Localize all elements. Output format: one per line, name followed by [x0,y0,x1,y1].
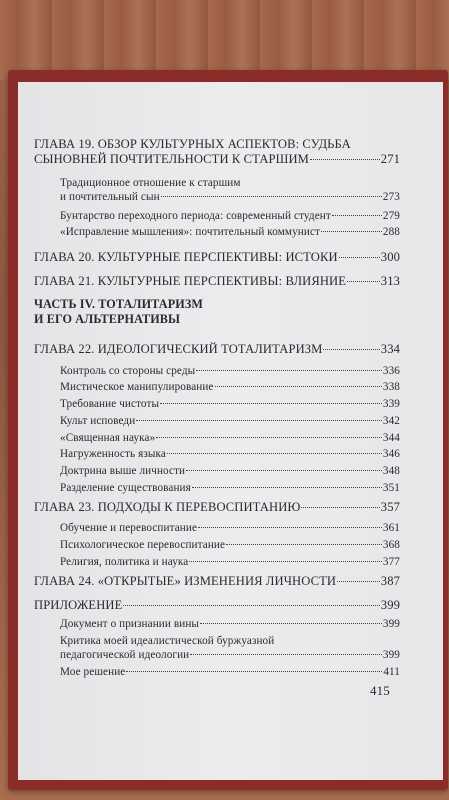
toc-entry-demand-purity [60,397,400,411]
toc-page-number: 273 [382,191,400,203]
toc-page-number: 336 [382,365,400,377]
toc-entry-title: «Исправление мышления»: почтительный коммунист [60,226,321,238]
toc-page-number: 300 [380,250,400,264]
toc-entry-title: Мое решение [60,666,126,678]
toc-entry-traditional-attitude [60,176,400,204]
toc-entry-appendix [34,598,400,613]
toc-page-number: 279 [382,210,400,222]
dot-leader [200,623,382,624]
toc-entry-loading-language [60,447,400,461]
toc-entry-religion-politics-science [60,555,400,569]
toc-page-number: 377 [382,556,400,568]
dot-leader [192,487,382,488]
page-number: 415 [370,683,390,698]
toc-entry-dispensing-existence [60,481,400,495]
toc-page-number: 399 [382,649,400,661]
dot-leader [226,544,382,545]
toc-entry-title: Нагруженность языка [60,448,166,460]
toc-page-number: 387 [380,574,400,588]
dot-leader [323,349,379,350]
dot-leader [339,257,380,258]
toc-entry-title: ГЛАВА 24. «ОТКРЫТЫЕ» ИЗМЕНЕНИЯ ЛИЧНОСТИ [34,574,337,588]
toc-entry-title: Доктрина выше личности [60,465,186,477]
toc-entry-doctrine-over-person [60,464,400,478]
part-title-line: И ЕГО АЛЬТЕРНАТИВЫ [34,312,181,326]
dot-leader [310,159,380,160]
toc-entry-rebellion [60,209,400,223]
toc-page-number: 346 [382,448,400,460]
toc-entry-title: Обучение и перевоспитание [60,522,198,534]
toc-entry-title: Психологическое перевоспитание [60,539,226,551]
dot-leader [186,470,382,471]
toc-entry-title: Требование чистоты [60,398,160,410]
toc-page-number: 342 [382,415,400,427]
toc-entry-title: педагогической идеологии [60,649,190,661]
dot-leader [136,420,382,421]
toc-entry-chapter-22 [34,342,400,357]
toc-entry-mystical-manipulation [60,380,400,394]
toc-page-number: 313 [380,274,400,288]
toc-entry-critique-ideology [60,634,400,662]
wooden-table [0,0,449,80]
toc-entry-title: ПРИЛОЖЕНИЕ [34,598,123,612]
toc-part-iv [34,297,400,327]
toc-entry-sacred-science [60,431,400,445]
dot-leader [161,196,382,197]
toc-entry-milieu-control [60,364,400,378]
toc-entry-chapter-20 [34,250,400,265]
dot-leader [123,605,379,606]
toc-page-number: 411 [383,666,400,678]
toc-entry-chapter-24 [34,574,400,589]
dot-leader [190,654,382,655]
toc-page-number: 339 [382,398,400,410]
toc-entry-confession-document [60,617,400,631]
toc-entry-cult-confession [60,414,400,428]
dot-leader [167,453,382,454]
toc-page-number: 271 [380,152,400,166]
dot-leader [301,507,379,508]
dot-leader [337,581,380,582]
toc-page-number: 399 [382,618,400,630]
toc-entry-line: Традиционное отношение к старшим [60,177,241,189]
toc-entry-title: Культ исповеди [60,415,136,427]
toc-entry-title: Контроль со стороны среды [60,365,196,377]
toc-entry-title: Мистическое манипулирование [60,381,214,393]
part-title-line: ЧАСТЬ IV. ТОТАЛИТАРИЗМ [34,297,203,311]
toc-entry-title: Документ о признании вины [60,618,200,630]
dot-leader [160,403,382,404]
toc-entry-title: Бунтарство переходного периода: современный студент [60,210,331,222]
toc-entry-title: ГЛАВА 20. КУЛЬТУРНЫЕ ПЕРСПЕКТИВЫ: ИСТОКИ [34,250,338,264]
dot-leader [215,386,382,387]
toc-entry-title: ГЛАВА 23. ПОДХОДЫ К ПЕРЕВОСПИТАНИЮ [34,500,301,514]
toc-page-number: 357 [380,500,400,514]
toc-entry-psychological-reeducation [60,538,400,552]
dot-leader [196,370,382,371]
toc-entry-chapter-21 [34,274,400,289]
toc-entry-education-reeducation [60,521,400,535]
dot-leader [347,281,380,282]
toc-entry-title: и почтительный сын [60,191,160,203]
toc-page-number: 361 [382,522,400,534]
toc-entry-title: «Священная наука» [60,432,156,444]
toc-page-number: 334 [380,342,400,356]
toc-page-number: 344 [382,432,400,444]
dot-leader [332,215,382,216]
toc-entry-thought-reform [60,225,400,239]
dot-leader [321,231,382,232]
toc-entry-line: Критика моей идеалистической буржуазной [60,635,275,647]
dot-leader [156,437,382,438]
toc-entry-line: ГЛАВА 19. ОБЗОР КУЛЬТУРНЫХ АСПЕКТОВ: СУДЬБА [34,137,351,151]
toc-entry-my-decision [60,665,400,679]
book-page [18,82,443,780]
toc-entry-chapter-19 [34,137,400,167]
toc-entry-chapter-23 [34,500,400,515]
toc-page-number: 348 [382,465,400,477]
toc-entry-title: Разделение существования [60,482,191,494]
toc-entry-title: СЫНОВНЕЙ ПОЧТИТЕЛЬНОСТИ К СТАРШИМ [34,152,309,166]
toc-page-number: 368 [382,539,400,551]
toc-page-number: 399 [380,598,400,612]
dot-leader [126,671,382,672]
toc-entry-title: Религия, политика и наука [60,556,189,568]
dot-leader [189,561,382,562]
toc-page-number: 338 [382,381,400,393]
toc-entry-title: ГЛАВА 22. ИДЕОЛОГИЧЕСКИЙ ТОТАЛИТАРИЗМ [34,342,323,356]
dot-leader [198,527,382,528]
toc-entry-title: ГЛАВА 21. КУЛЬТУРНЫЕ ПЕРСПЕКТИВЫ: ВЛИЯНИЕ [34,274,346,288]
toc-page-number: 351 [382,482,400,494]
toc-page-number: 288 [382,226,400,238]
